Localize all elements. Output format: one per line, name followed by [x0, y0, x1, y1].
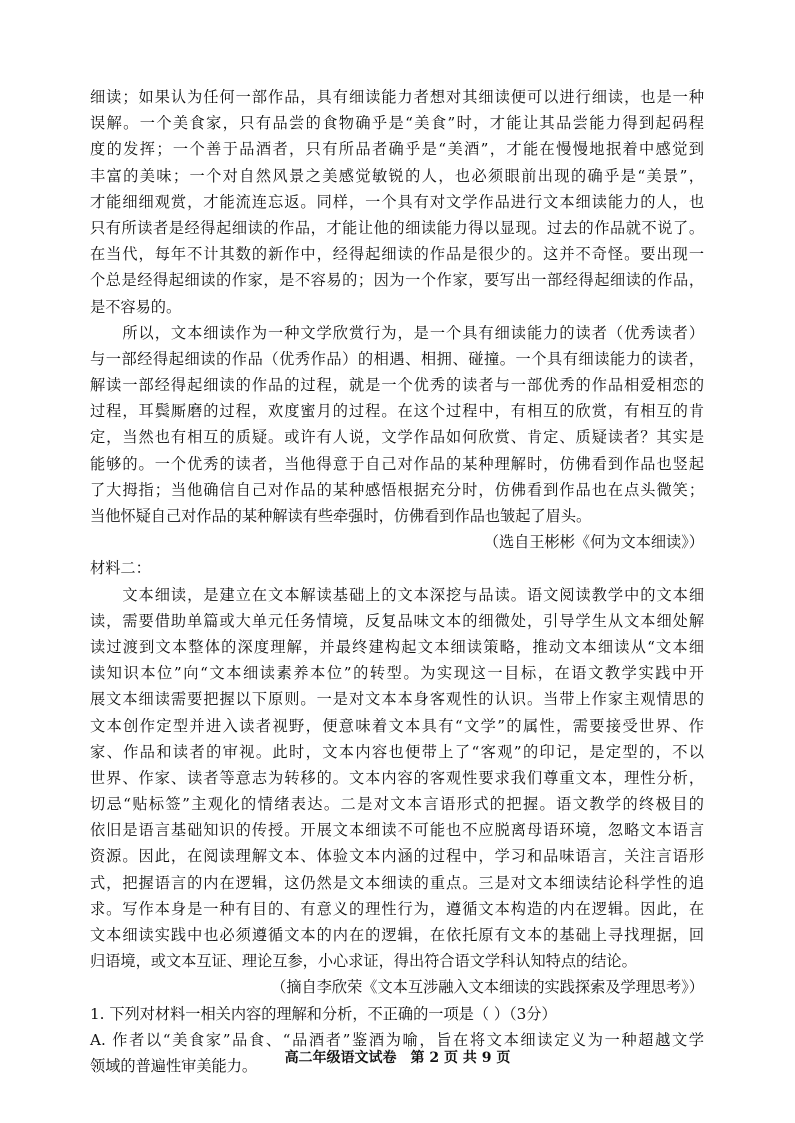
- text-line: 求。写作本身是一种有目的、有意义的理性行为，遵循文本构造的内在逻辑。因此，在: [90, 899, 704, 918]
- text-line: 世界、作家、读者等意志为转移的。文本内容的客观性要求我们尊重文本，理性分析，: [90, 768, 704, 787]
- text-line: 在当代，每年不计其数的新作中，经得起细读的作品是很少的。这并不奇怪。要出现一: [90, 245, 704, 264]
- text-line: 过程，耳鬓厮磨的过程，欢度蜜月的过程。在这个过程中，有相互的欣赏，有相互的肯: [90, 402, 704, 421]
- text-line: 归语境，或文本互证、理论互参，小心求证，得出符合语文学科认知特点的结论。: [90, 952, 637, 971]
- text-line: 细读；如果认为任何一部作品，具有细读能力者想对其细读便可以进行细读，也是一种: [90, 88, 704, 106]
- text-line: 丰富的美味；一个对自然风景之美感觉敏锐的人，也必须眼前出现的确乎是“美景”，: [90, 166, 704, 185]
- text-line: 式，把握语言的内在逻辑，这仍然是文本细读的重点。三是对文本细读结论科学性的追: [90, 873, 704, 892]
- text-line: 是不容易的。: [90, 297, 182, 316]
- text-line: 误解。一个美食家，只有品尝的食物确乎是“美食”时，才能让其品尝能力得到起码程: [90, 114, 704, 133]
- text-line: 切忌“贴标签”主观化的情绪表达。二是对文本言语形式的把握。语文教学的终极目的: [90, 795, 704, 814]
- text-line: 1. 下列对材料一相关内容的理解和分析，不正确的一项是（ ）（3分）: [90, 1004, 557, 1023]
- text-line: 与一部经得起细读的作品（优秀作品）的相遇、相拥、碰撞。一个具有细读能力的读者，: [90, 349, 704, 368]
- text-line: 度的发挥；一个善于品酒者，只有所品者确乎是“美酒”，才能在慢慢地抿着中感觉到: [90, 140, 704, 159]
- text-line: 所以，文本细读作为一种文学欣赏行为，是一个具有细读能力的读者（优秀读者）: [90, 323, 704, 342]
- text-line: 个总是经得起细读的作家，是不容易的；因为一个作家，要写出一部经得起细读的作品，: [90, 271, 704, 290]
- text-line: 文本创作定型并进入读者视野，便意味着文本具有“文学”的属性，需要接受世界、作: [90, 716, 704, 735]
- page-footer: 高二年级语文试卷 第 2 页 共 9 页: [284, 1050, 511, 1066]
- text-line: 定，当然也有相互的质疑。或许有人说，文学作品如何欣赏、肯定、质疑读者？其实是: [90, 428, 704, 447]
- text-line: 当他怀疑自己对作品的某种解读有些牵强时，仿佛看到作品也皱起了眉头。: [90, 507, 592, 525]
- text-line: 依旧是语言基础知识的传授。开展文本细读不可能也不应脱离母语环境，忽略文本语言: [90, 821, 704, 840]
- text-line: 读，需要借助单篇或大单元任务情境，反复品味文本的细微处，引导学生从文本细处解: [90, 611, 704, 630]
- source-citation: （摘自李欣荣《文本互涉融入文本细读的实践探索及学理思考》）: [271, 978, 704, 997]
- text-line: 展文本细读需要把握以下原则。一是对文本本身客观性的认识。当带上作家主观情思的: [90, 690, 704, 709]
- text-line: 解读一部经得起细读的作品的过程，就是一个优秀的读者与一部优秀的作品相爱相恋的: [90, 376, 704, 395]
- text-line: 读知识本位”向“文本细读素养本位”的转型。为实现这一目标，在语文教学实践中开: [90, 664, 704, 683]
- document-body: [90, 84, 704, 1079]
- text-line: 只有所读者是经得起细读的作品，才能让他的细读能力得以显现。过去的作品就不说了。: [90, 218, 704, 237]
- text-line: 读过渡到文本整体的深度理解，并最终建构起文本细读策略，推动文本细读从“文本细: [90, 637, 704, 656]
- text-line: A. 作者以“美食家”品食、“品酒者”鉴酒为喻，旨在将文本细读定义为一种超越文学: [90, 1030, 704, 1049]
- text-line: 文本细读实践中也必须遵循文本的内在的逻辑，在依托原有文本的基础上寻找理据，回: [90, 926, 704, 944]
- text-line: 资源。因此，在阅读理解文本、体验文本内涵的过程中，学习和品味语言，关注言语形: [90, 847, 704, 866]
- text-line: 才能细细观赏，才能流连忘返。同样，一个具有对文学作品进行文本细读能力的人，也: [90, 192, 704, 211]
- text-line: 文本细读，是建立在文本解读基础上的文本深挖与品读。语文阅读教学中的文本细: [90, 585, 704, 604]
- text-line: 领域的普遍性审美能力。: [90, 1056, 258, 1075]
- text-line: 了大拇指；当他确信自己对作品的某种感悟根据充分时，仿佛看到作品也在点头微笑；: [90, 480, 704, 499]
- text-line: 家、作品和读者的审视。此时，文本内容也便带上了“客观”的印记，是定型的，不以: [90, 742, 704, 761]
- text-line: 能够的。一个优秀的读者，当他得意于自己对作品的某种理解时，仿佛看到作品也竖起: [90, 454, 704, 473]
- section-heading: 材料二：: [90, 559, 151, 578]
- source-citation: （选自王彬彬《何为文本细读》）: [483, 533, 704, 552]
